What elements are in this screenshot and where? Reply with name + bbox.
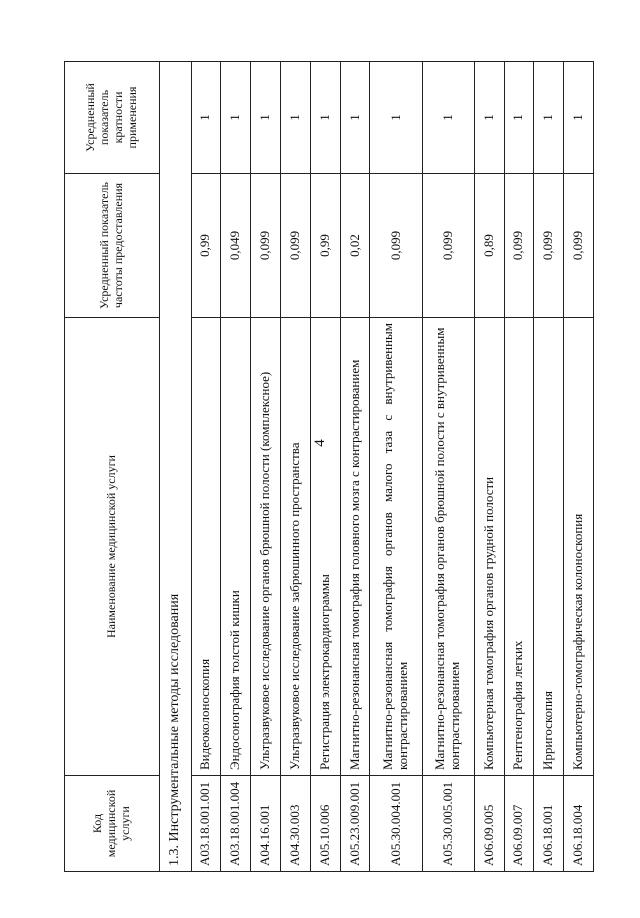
service-name: Видеоколоноскопия [191, 318, 221, 776]
service-name: Компьютерно-томографическая колоноскопия [564, 318, 594, 776]
table-row [251, 62, 281, 872]
multiplicity-value: 1 [280, 62, 310, 174]
service-name: Рентгенография легких [504, 318, 534, 776]
frequency-value: 0,099 [564, 174, 594, 318]
frequency-value: 0,099 [504, 174, 534, 318]
multiplicity-value: 1 [534, 62, 564, 174]
service-code: A03.18.001.001 [191, 776, 221, 872]
multiplicity-value: 1 [191, 62, 221, 174]
table-row [370, 62, 422, 872]
column-header-multiplicity: Усредненный показатель кратности применения [65, 62, 160, 174]
table-row [422, 62, 474, 872]
service-code: A05.10.006 [310, 776, 340, 872]
service-code: A06.18.001 [534, 776, 564, 872]
frequency-value: 0,099 [251, 174, 281, 318]
table-row [534, 62, 564, 872]
table-row [221, 62, 251, 872]
column-header-code: Код медицинской услуги [65, 776, 160, 872]
service-code: A05.23.009.001 [340, 776, 370, 872]
multiplicity-value: 1 [422, 62, 474, 174]
table-row [191, 62, 221, 872]
service-name: Магнитно-резонансная томография органов брюшной полости с внутривенным контрастированием [422, 318, 474, 776]
frequency-value: 0,02 [340, 174, 370, 318]
column-header-frequency: Усредненный показатель частоты предоставления [65, 174, 160, 318]
service-name: Ирригоскопия [534, 318, 564, 776]
service-name: Ультразвуковое исследование органов брюшной полости (комплексное) [251, 318, 281, 776]
multiplicity-value: 1 [221, 62, 251, 174]
frequency-value: 0,89 [474, 174, 504, 318]
frequency-value: 0,099 [422, 174, 474, 318]
service-name: Эндосонография толстой кишки [221, 318, 251, 776]
service-code: A04.30.003 [280, 776, 310, 872]
service-code: A05.30.004.001 [370, 776, 422, 872]
table-row [340, 62, 370, 872]
frequency-value: 0,099 [534, 174, 564, 318]
frequency-value: 0,049 [221, 174, 251, 318]
section-title-row [160, 62, 192, 872]
service-code: A06.09.005 [474, 776, 504, 872]
service-code: A06.18.004 [564, 776, 594, 872]
service-code: A04.16.001 [251, 776, 281, 872]
frequency-value: 0,099 [370, 174, 422, 318]
multiplicity-value: 1 [310, 62, 340, 174]
service-name: Компьютерная томография органов грудной полости [474, 318, 504, 776]
table-row [310, 62, 340, 872]
multiplicity-value: 1 [474, 62, 504, 174]
rotated-table-wrapper [64, 62, 594, 872]
frequency-value: 0,99 [191, 174, 221, 318]
header-row [65, 62, 160, 872]
service-name: Магнитно-резонансная томография органов малого таза с внутривенным контрастированием [370, 318, 422, 776]
frequency-value: 0,99 [310, 174, 340, 318]
services-table [64, 61, 594, 872]
table-row [564, 62, 594, 872]
service-code: A03.18.001.004 [221, 776, 251, 872]
service-name: Ультразвуковое исследование забрюшинного пространства [280, 318, 310, 776]
multiplicity-value: 1 [370, 62, 422, 174]
section-title: 1.3. Инструментальные методы исследования [160, 62, 192, 872]
service-name: Магнитно-резонансная томография головного мозга с контрастированием [340, 318, 370, 776]
multiplicity-value: 1 [504, 62, 534, 174]
service-name: Регистрация электрокардиограммы [310, 318, 340, 776]
multiplicity-value: 1 [564, 62, 594, 174]
table-row [280, 62, 310, 872]
service-code: A05.30.005.001 [422, 776, 474, 872]
column-header-name: Наименование медицинской услуги [65, 318, 160, 776]
frequency-value: 0,099 [280, 174, 310, 318]
page-number: 4 [311, 439, 328, 447]
service-code: A06.09.007 [504, 776, 534, 872]
multiplicity-value: 1 [251, 62, 281, 174]
table-row [504, 62, 534, 872]
table-row [474, 62, 504, 872]
multiplicity-value: 1 [340, 62, 370, 174]
